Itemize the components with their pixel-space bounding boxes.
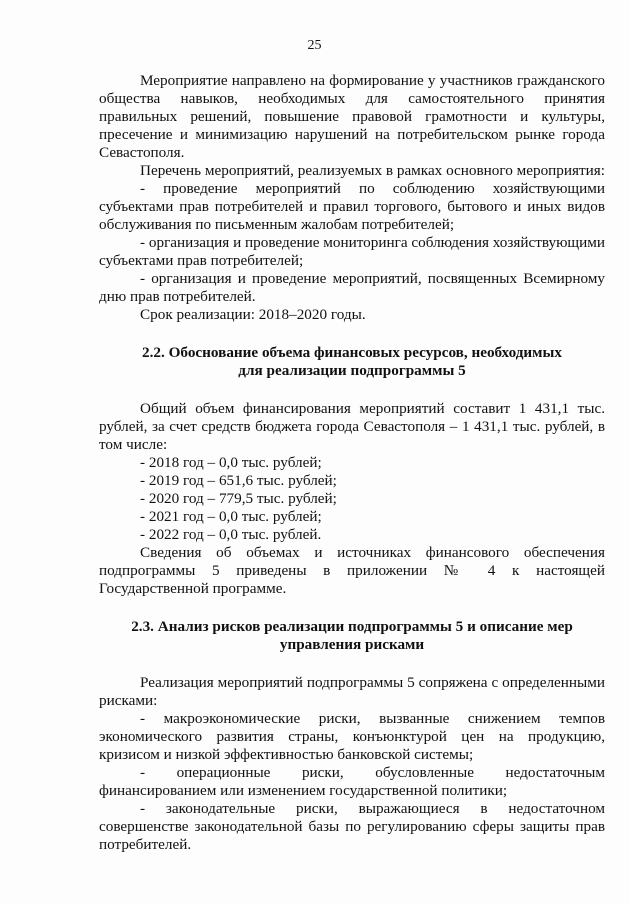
text-line: - операционные риски, обусловленные недостаточным [140,764,605,781]
text-line: правильных решений, повышение правовой грамотности и культуры, [99,108,605,125]
text-line: Мероприятие направлено на формирование у участников гражданского [140,72,605,89]
text-line: Сведения об объемах и источниках финансового обеспечения [140,544,605,561]
paragraph-item-monitoring [99,234,605,270]
paragraph-purpose [99,72,605,162]
text-line: экономического развития страны, конъюнктурой цен на продукцию, [99,728,605,745]
paragraph-risk-macro [99,710,605,764]
paragraph-item-complaints [99,180,605,234]
paragraph-risks-intro [99,674,605,710]
text-line: потребителей. [99,836,192,853]
text-line: - макроэкономические риски, вызванные снижением темпов [140,710,605,727]
paragraph-appendix-ref [99,544,605,598]
text-line: рублей, за счет средств бюджета города Севастополя – 1 431,1 тыс. рублей, в [99,418,605,435]
list-item: - 2018 год – 0,0 тыс. рублей; [140,454,322,471]
page-number: 25 [307,38,322,53]
text-line: - проведение мероприятий по соблюдению хозяйствующими [140,180,605,197]
text-line: пресечение и минимизацию нарушений на потребительском рынке города [99,126,605,143]
text-line: Общий объем финансирования мероприятий составит 1 431,1 тыс. [140,400,605,417]
funding-by-year-list [99,454,605,544]
text-line: дню прав потребителей. [99,288,256,305]
text-line: субъектами прав потребителей и правил торгового, бытового и иных видов [99,198,605,215]
heading-line: 2.3. Анализ рисков реализации подпрограммы 5 и описание мер [131,618,573,635]
text-line: Севастополя. [99,144,185,161]
text-line: - организация и проведение мероприятий, посвященных Всемирному [140,270,605,287]
paragraph-term: Срок реализации: 2018–2020 годы. [140,306,366,323]
paragraph-funding [99,400,605,454]
paragraph-item-world-day [99,270,605,306]
heading-line: для реализации подпрограммы 5 [238,362,466,379]
text-line: - законодательные риски, выражающиеся в недостаточном [140,800,605,817]
heading-line: управления рисками [279,636,425,653]
document-body [99,72,605,854]
text-line: том числе: [99,436,168,453]
paragraph-risk-operational [99,764,605,800]
list-item: - 2021 год – 0,0 тыс. рублей; [140,508,322,525]
heading-line: 2.2. Обоснование объема финансовых ресурсов, необходимых [142,344,562,361]
paragraph-risk-legislative [99,800,605,854]
text-line: - организация и проведение мониторинга соблюдения хозяйствующими [140,234,605,251]
text-line: Реализация мероприятий подпрограммы 5 сопряжена с определенными [140,674,605,691]
section-heading-2-3 [99,618,605,654]
text-line: рисками: [99,692,158,709]
list-item: - 2020 год – 779,5 тыс. рублей; [140,490,337,507]
text-line: финансированием или изменением государственной политики; [99,782,508,799]
list-item: - 2022 год – 0,0 тыс. рублей. [140,526,322,543]
text-line: подпрограммы 5 приведены в приложении № 4 к настоящей [99,562,605,579]
paragraph-list-intro: Перечень мероприятий, реализуемых в рамках основного мероприятия: [140,162,605,179]
text-line: субъектами прав потребителей; [99,252,304,269]
text-line: обслуживания по письменным жалобам потребителей; [99,216,455,233]
text-line: общества навыков, необходимых для самостоятельного принятия [99,90,605,107]
text-line: кризисом и низкой эффективностью банковской системы; [99,746,474,763]
text-line: Государственной программе. [99,580,287,597]
section-heading-2-2 [99,344,605,380]
list-item: - 2019 год – 651,6 тыс. рублей; [140,472,337,489]
text-line: совершенстве законодательной базы по регулированию сферы защиты прав [99,818,605,835]
